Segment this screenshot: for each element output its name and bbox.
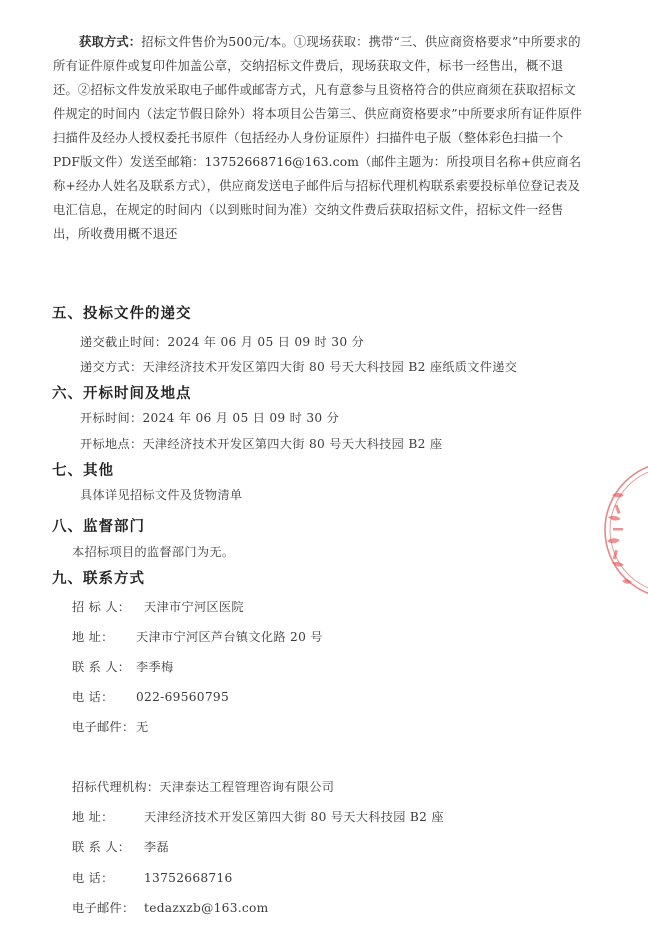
agency-phone-value: 13752668716 bbox=[144, 871, 233, 885]
section-9-heading: 九、联系方式 bbox=[52, 570, 145, 587]
purchaser-phone-line bbox=[72, 688, 229, 705]
agency-address-label: 地 址： bbox=[72, 810, 114, 824]
purchaser-contact-label: 联 系 人： bbox=[72, 660, 131, 674]
agency-name-value: 天津泰达工程管理咨询有限公司 bbox=[159, 780, 335, 794]
section-5-heading: 五、投标文件的递交 bbox=[52, 305, 192, 322]
opening-time-line bbox=[80, 409, 339, 426]
purchaser-email-value: 无 bbox=[136, 720, 149, 734]
opening-place-line bbox=[80, 435, 442, 452]
agency-contact-label: 联 系 人： bbox=[72, 840, 131, 854]
purchaser-address-value: 天津市宁河区芦台镇文化路 20 号 bbox=[136, 630, 323, 644]
agency-address-value: 天津经济技术开发区第四大街 80 号天大科技园 B2 座 bbox=[144, 810, 444, 824]
purchaser-email-line bbox=[72, 718, 149, 735]
agency-email-line bbox=[72, 899, 269, 916]
opening-time-label: 开标时间： bbox=[80, 411, 143, 425]
agency-contact-value: 李磊 bbox=[144, 840, 169, 854]
submission-deadline-value: 2024 年 06 月 05 日 09 时 30 分 bbox=[167, 335, 365, 349]
submission-method-line bbox=[80, 358, 517, 375]
purchaser-address-label: 地 址： bbox=[72, 630, 114, 644]
purchaser-contact-value: 李季梅 bbox=[136, 660, 174, 674]
submission-method-label: 递交方式： bbox=[80, 360, 143, 374]
purchaser-name-label: 招 标 人： bbox=[72, 600, 131, 614]
submission-deadline-label: 递交截止时间： bbox=[80, 335, 168, 349]
acquisition-lead: 获取方式： bbox=[79, 34, 142, 49]
agency-address-line bbox=[72, 808, 444, 825]
agency-contact-line bbox=[72, 838, 169, 855]
submission-method-value: 天津经济技术开发区第四大街 80 号天大科技园 B2 座纸质文件递交 bbox=[142, 360, 518, 374]
opening-place-value: 天津经济技术开发区第四大街 80 号天大科技园 B2 座 bbox=[142, 437, 443, 451]
submission-deadline-line bbox=[80, 333, 364, 350]
agency-phone-line bbox=[72, 869, 233, 886]
section-8-heading: 八、监督部门 bbox=[52, 518, 145, 535]
purchaser-name-value: 天津市宁河区医院 bbox=[144, 600, 244, 614]
agency-phone-label: 电 话： bbox=[72, 871, 114, 885]
acquisition-text: 招标文件售价为500元/本。①现场获取：携带“三、供应商资格要求”中所要求的所有证件原件或复印件加盖公章，交纳招标文件费后，现场获取文件，标书一经售出，概不退还。②招标文件发放采取电子邮件或邮寄方式，凡有意参与且资格符合的供应商须在获取招标文件规定的时间内（法定节假日除外）将本项目公告第三、供应商资格要求”中所要求所有证件原件扫描件及经办人授权委托书原件（包括经办人身份证原件）扫描件电子版（整体彩色扫描一个PDF版文件）发送至邮箱：13752668716@163.com（邮件主题为：所投项目名称+供应商名称+经办人姓名及联系方式），供应商发送电子邮件后与招标代理机构联系索要投标单位登记表及电汇信息，在规定的时间内（以到账时间为准）交纳文件费后获取招标文件，招标文件一经售出，所收费用概不退还 bbox=[53, 35, 583, 241]
purchaser-address-line bbox=[72, 628, 323, 645]
section-7-heading: 七、其他 bbox=[52, 462, 114, 479]
purchaser-contact-line bbox=[72, 658, 173, 675]
agency-email-label: 电子邮件： bbox=[72, 901, 135, 915]
purchaser-email-label: 电子邮件： bbox=[72, 720, 135, 734]
red-seal-stamp-icon bbox=[598, 455, 648, 605]
other-text: 具体详见招标文件及货物清单 bbox=[80, 488, 243, 502]
opening-time-value: 2024 年 06 月 05 日 09 时 30 分 bbox=[142, 411, 340, 425]
purchaser-phone-label: 电 话： bbox=[72, 690, 114, 704]
acquisition-paragraph bbox=[53, 30, 588, 246]
agency-email-value: tedazxzb@163.com bbox=[144, 901, 269, 915]
agency-name-label: 招标代理机构： bbox=[72, 780, 160, 794]
purchaser-name-line bbox=[72, 598, 244, 615]
supervision-text: 本招标项目的监督部门为无。 bbox=[72, 545, 235, 559]
purchaser-phone-value: 022-69560795 bbox=[136, 690, 230, 704]
opening-place-label: 开标地点： bbox=[80, 437, 143, 451]
agency-name-line bbox=[72, 778, 334, 795]
section-6-heading: 六、开标时间及地点 bbox=[52, 385, 192, 402]
